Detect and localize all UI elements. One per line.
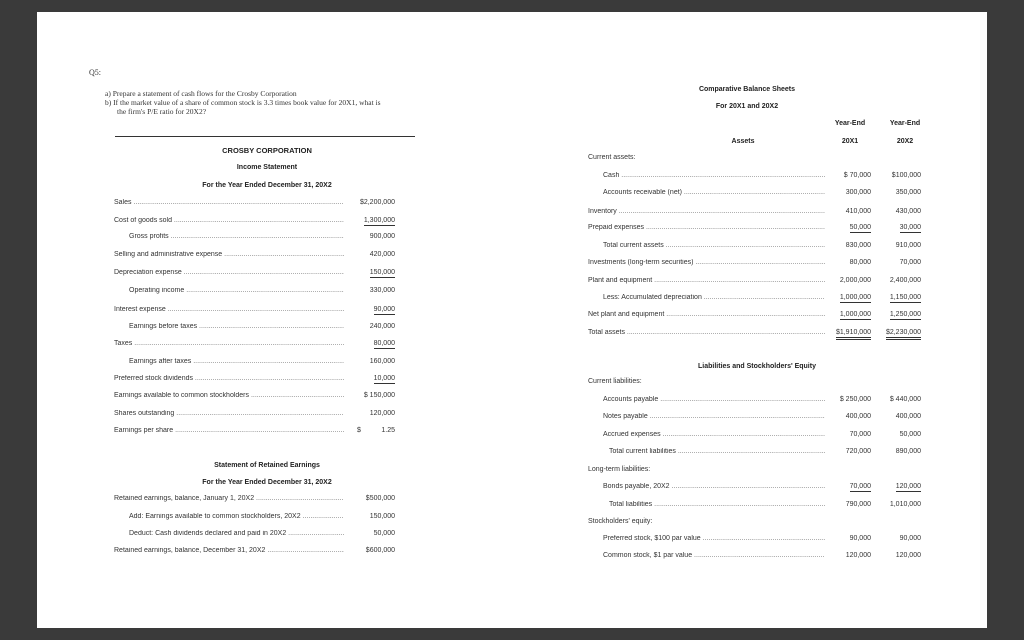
re-label-beginning: Retained earnings, balance, January 1, 20X2 ..... [114, 495, 344, 502]
bs-common-20x1: 120,000 [845, 552, 871, 559]
question-b-line1: b) If the market value of a share of common stock is 3.3 times book value for 20X1, what is [105, 98, 381, 107]
re-value-ending: $600,000 [365, 547, 395, 554]
is-value-taxes: 80,000 [373, 340, 395, 347]
bs-total-assets-20x2: $2,230,000 [886, 329, 921, 340]
is-value-sales: $2,200,000 [359, 199, 395, 206]
bs-total-liab-20x2: 1,010,000 [889, 501, 921, 508]
company-name: CROSBY CORPORATION [222, 146, 312, 155]
bs-ar-20x1: 300,000 [845, 189, 871, 196]
is-label-sga: Selling and administrative expense ..... [114, 251, 344, 258]
bs-tca-20x2: 910,000 [895, 242, 921, 249]
is-label-taxes: Taxes ..... [114, 340, 344, 347]
bs-investments-20x2: 70,000 [899, 259, 921, 266]
is-label-eac: Earnings available to common stockholders ..... [114, 392, 344, 399]
bs-accum-depr-20x2: 1,150,000 [889, 294, 921, 301]
bs-label-total-assets: Total assets ..... [588, 329, 825, 336]
bs-label-plant: Plant and equipment ..... [588, 277, 825, 284]
is-value-shares: 120,000 [369, 410, 395, 417]
is-label-cogs: Cost of goods sold ..... [114, 217, 344, 224]
bs-label-notes: Notes payable ..... [603, 413, 825, 420]
bs-accrued-20x2: 50,000 [899, 431, 921, 438]
is-label-interest: Interest expense ..... [114, 306, 344, 313]
bs-bonds-20x2: 120,000 [895, 483, 921, 490]
is-label-depreciation: Depreciation expense ..... [114, 269, 344, 276]
retained-earnings-title: Statement of Retained Earnings [214, 462, 320, 469]
bs-tcl-20x1: 720,000 [845, 448, 871, 455]
re-value-deduct: 50,000 [373, 530, 395, 537]
bs-label-total-current-assets: Total current assets ..... [603, 242, 825, 249]
bs-accum-depr-20x1: 1,000,000 [839, 294, 871, 301]
long-term-liabilities-label: Long-term liabilities: [588, 466, 651, 473]
bs-preferred-20x1: 90,000 [849, 535, 871, 542]
col-header-year-end-2: Year-End [889, 120, 921, 127]
bs-common-20x2: 120,000 [895, 552, 921, 559]
bs-ap-20x2: $ 440,000 [889, 396, 921, 403]
bs-label-preferred-stock: Preferred stock, $100 par value ..... [603, 535, 825, 542]
bs-total-liab-20x1: 790,000 [845, 501, 871, 508]
is-value-eac: $ 150,000 [363, 392, 395, 399]
is-value-ebt: 240,000 [369, 323, 395, 330]
bs-inventory-20x2: 430,000 [895, 208, 921, 215]
bs-cash-20x1: $ 70,000 [843, 172, 871, 179]
bs-label-common-stock: Common stock, $1 par value ..... [603, 552, 825, 559]
bs-label-net-plant: Net plant and equipment ..... [588, 311, 825, 318]
bs-notes-20x1: 400,000 [845, 413, 871, 420]
income-statement-period: For the Year Ended December 31, 20X2 [202, 182, 332, 189]
col-header-year-end-1: Year-End [834, 120, 866, 127]
bs-investments-20x1: 80,000 [849, 259, 871, 266]
col-header-20x1: 20X1 [841, 138, 859, 145]
is-label-eps: Earnings per share ..... [114, 427, 344, 434]
bs-prepaid-20x1: 50,000 [849, 224, 871, 231]
retained-earnings-period: For the Year Ended December 31, 20X2 [202, 479, 332, 486]
bs-cash-20x2: $100,000 [891, 172, 921, 179]
bs-label-total-current-liab: Total current liabilities ..... [609, 448, 825, 455]
is-value-operating-income: 330,000 [369, 287, 395, 294]
question-a: a) Prepare a statement of cash flows for the Crosby Corporation [105, 89, 297, 98]
bs-prepaid-20x2: 30,000 [899, 224, 921, 231]
bs-label-total-liabilities: Total liabilities ..... [609, 501, 825, 508]
is-label-preferred-dividends: Preferred stock dividends ..... [114, 375, 344, 382]
is-value-sga: 420,000 [369, 251, 395, 258]
re-value-add: 150,000 [369, 513, 395, 520]
is-eps-currency: $ [357, 427, 361, 434]
is-label-ebt: Earnings before taxes ..... [129, 323, 344, 330]
re-label-ending: Retained earnings, balance, December 31, 20X2 ..... [114, 547, 344, 554]
is-value-cogs: 1,300,000 [363, 217, 395, 224]
question-number: Q5: [89, 68, 101, 77]
bs-label-ar: Accounts receivable (net) ..... [603, 189, 825, 196]
divider-rule [115, 136, 415, 137]
assets-heading: Assets [731, 138, 755, 145]
bs-label-bonds: Bonds payable, 20X2 ..... [603, 483, 825, 490]
bs-label-prepaid: Prepaid expenses ..... [588, 224, 825, 231]
stockholders-equity-label: Stockholders' equity: [588, 518, 653, 525]
bs-inventory-20x1: 410,000 [845, 208, 871, 215]
balance-sheet-period: For 20X1 and 20X2 [715, 103, 779, 110]
bs-label-investments: Investments (long-term securities) ..... [588, 259, 825, 266]
bs-preferred-20x2: 90,000 [899, 535, 921, 542]
is-value-preferred-dividends: 10,000 [373, 375, 395, 382]
bs-label-accum-depr: Less: Accumulated depreciation ..... [603, 294, 825, 301]
bs-net-plant-20x2: 1,250,000 [889, 311, 921, 318]
is-label-eat: Earnings after taxes ..... [129, 358, 344, 365]
is-value-eat: 160,000 [369, 358, 395, 365]
bs-label-cash: Cash ..... [603, 172, 825, 179]
bs-label-accrued: Accrued expenses ..... [603, 431, 825, 438]
re-label-add: Add: Earnings available to common stockholders, 20X2 ..... [129, 513, 344, 520]
bs-accrued-20x1: 70,000 [849, 431, 871, 438]
bs-plant-20x1: 2,000,000 [839, 277, 871, 284]
re-label-deduct: Deduct: Cash dividends declared and paid in 20X2 ..... [129, 530, 344, 537]
is-value-interest: 90,000 [373, 306, 395, 313]
col-header-20x2: 20X2 [896, 138, 914, 145]
bs-plant-20x2: 2,400,000 [889, 277, 921, 284]
bs-label-ap: Accounts payable ..... [603, 396, 825, 403]
bs-tcl-20x2: 890,000 [895, 448, 921, 455]
is-value-depreciation: 150,000 [369, 269, 395, 276]
income-statement-title: Income Statement [236, 164, 298, 171]
is-label-sales: Sales ..... [114, 199, 344, 206]
current-liabilities-label: Current liabilities: [588, 378, 642, 385]
current-assets-label: Current assets: [588, 154, 636, 161]
is-value-eps: 1.25 [381, 427, 395, 434]
liabilities-heading: Liabilities and Stockholders' Equity [698, 363, 816, 370]
document-page [37, 12, 987, 628]
bs-net-plant-20x1: 1,000,000 [839, 311, 871, 318]
is-label-gross-profits: Gross profits ..... [129, 233, 344, 240]
is-value-gross-profits: 900,000 [369, 233, 395, 240]
is-label-operating-income: Operating income ..... [129, 287, 344, 294]
question-b-line2: the firm's P/E ratio for 20X2? [117, 107, 207, 116]
is-label-shares: Shares outstanding ..... [114, 410, 344, 417]
bs-total-assets-20x1: $1,910,000 [836, 329, 871, 340]
bs-ap-20x1: $ 250,000 [839, 396, 871, 403]
bs-notes-20x2: 400,000 [895, 413, 921, 420]
re-value-beginning: $500,000 [365, 495, 395, 502]
bs-bonds-20x1: 70,000 [849, 483, 871, 490]
bs-ar-20x2: 350,000 [895, 189, 921, 196]
balance-sheet-title: Comparative Balance Sheets [698, 86, 796, 93]
bs-tca-20x1: 830,000 [845, 242, 871, 249]
bs-label-inventory: Inventory ..... [588, 208, 825, 215]
